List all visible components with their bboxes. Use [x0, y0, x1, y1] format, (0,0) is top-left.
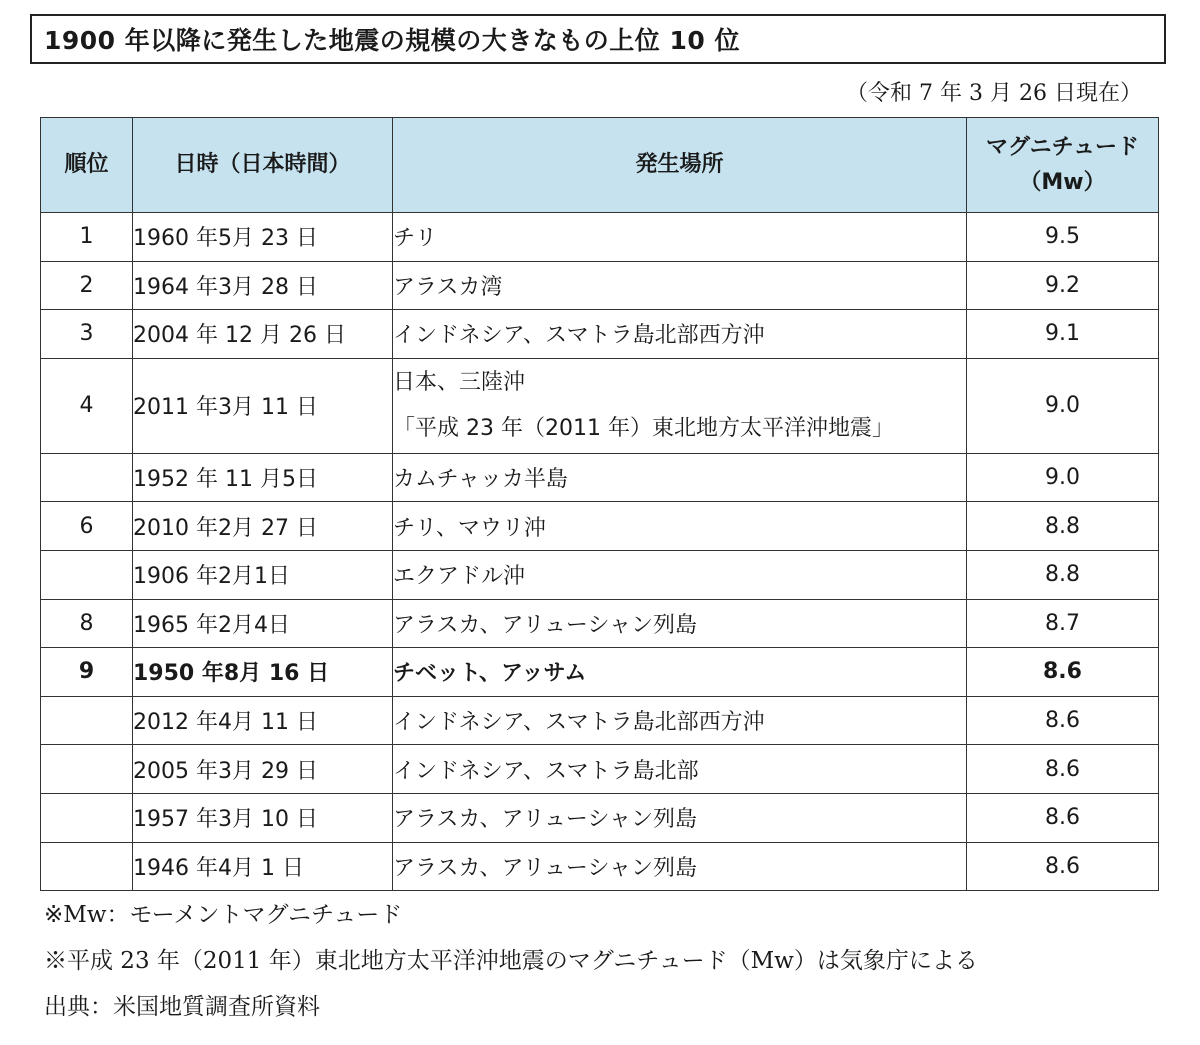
place-cell: エクアドル沖 — [393, 550, 967, 599]
rank-cell: 4 — [41, 358, 133, 453]
rank-cell — [41, 550, 133, 599]
table-row — [41, 261, 1159, 310]
magnitude-cell: 8.6 — [967, 696, 1159, 745]
date-cell: 2012 年4月 11 日 — [133, 696, 393, 745]
magnitude-cell: 9.0 — [967, 453, 1159, 502]
date-cell: 2010 年2月 27 日 — [133, 502, 393, 551]
date-cell: 1964 年3月 28 日 — [133, 261, 393, 310]
date-cell: 1946 年4月 1 日 — [133, 842, 393, 891]
place-cell — [393, 358, 967, 453]
place-cell: カムチャッカ半島 — [393, 453, 967, 502]
table-row — [41, 745, 1159, 794]
magnitude-cell: 9.2 — [967, 261, 1159, 310]
rank-cell: 2 — [41, 261, 133, 310]
rank-cell — [41, 453, 133, 502]
earthquake-ranking-table — [40, 117, 1159, 891]
earthquake-official-name: 「平成 23 年（2011 年）東北地方太平洋沖地震」 — [393, 415, 894, 441]
place-line: 日本、三陸沖 — [393, 369, 526, 395]
rank-cell: 9 — [41, 648, 133, 697]
magnitude-cell: 8.6 — [967, 842, 1159, 891]
rank-cell — [41, 696, 133, 745]
date-cell: 1950 年8月 16 日 — [133, 648, 393, 697]
magnitude-cell: 8.8 — [967, 550, 1159, 599]
table-row — [41, 793, 1159, 842]
table-row — [41, 550, 1159, 599]
table-row — [41, 842, 1159, 891]
table-row — [41, 310, 1159, 359]
table-header-row — [41, 118, 1159, 213]
date-cell: 2004 年 12 月 26 日 — [133, 310, 393, 359]
header-place: 発生場所 — [393, 118, 967, 213]
date-cell: 2005 年3月 29 日 — [133, 745, 393, 794]
header-magnitude-unit: （Mw） — [1019, 170, 1106, 195]
rank-cell — [41, 793, 133, 842]
table-row — [41, 696, 1159, 745]
place-cell: アラスカ、アリューシャン列島 — [393, 793, 967, 842]
place-cell: チリ、マウリ沖 — [393, 502, 967, 551]
document-title: 1900 年以降に発生した地震の規模の大きなもの上位 10 位 — [30, 14, 1166, 64]
rank-cell — [41, 842, 133, 891]
magnitude-cell: 8.7 — [967, 599, 1159, 648]
rank-cell — [41, 745, 133, 794]
table-row — [41, 358, 1159, 453]
rank-cell: 1 — [41, 213, 133, 262]
rank-cell: 6 — [41, 502, 133, 551]
magnitude-cell: 8.6 — [967, 745, 1159, 794]
table-row — [41, 213, 1159, 262]
table-row — [41, 453, 1159, 502]
source-note: 出典：米国地質調査所資料 — [44, 994, 320, 1020]
table-row — [41, 502, 1159, 551]
place-cell: チベット、アッサム — [393, 648, 967, 697]
magnitude-cell: 9.0 — [967, 358, 1159, 453]
rank-cell: 8 — [41, 599, 133, 648]
rank-cell: 3 — [41, 310, 133, 359]
footnote-moment-magnitude: ※Mw：モーメントマグニチュード — [44, 902, 403, 928]
place-cell: アラスカ湾 — [393, 261, 967, 310]
date-cell: 1906 年2月1日 — [133, 550, 393, 599]
date-cell: 1965 年2月4日 — [133, 599, 393, 648]
header-magnitude — [967, 118, 1159, 213]
place-cell: インドネシア、スマトラ島北部 — [393, 745, 967, 794]
magnitude-cell: 9.5 — [967, 213, 1159, 262]
table-row — [41, 599, 1159, 648]
place-cell: アラスカ、アリューシャン列島 — [393, 842, 967, 891]
magnitude-cell: 8.8 — [967, 502, 1159, 551]
header-datetime: 日時（日本時間） — [133, 118, 393, 213]
header-magnitude-label: マグニチュード — [986, 134, 1139, 160]
place-cell: インドネシア、スマトラ島北部西方沖 — [393, 310, 967, 359]
date-cell: 2011 年3月 11 日 — [133, 358, 393, 453]
header-rank: 順位 — [41, 118, 133, 213]
footnote-jma: ※平成 23 年（2011 年）東北地方太平洋沖地震のマグニチュード（Mw）は気象庁による — [44, 948, 978, 974]
magnitude-cell: 8.6 — [967, 648, 1159, 697]
magnitude-cell: 9.1 — [967, 310, 1159, 359]
magnitude-cell: 8.6 — [967, 793, 1159, 842]
date-cell: 1957 年3月 10 日 — [133, 793, 393, 842]
place-cell: インドネシア、スマトラ島北部西方沖 — [393, 696, 967, 745]
place-cell: チリ — [393, 213, 967, 262]
place-cell: アラスカ、アリューシャン列島 — [393, 599, 967, 648]
date-cell: 1952 年 11 月5日 — [133, 453, 393, 502]
table-row — [41, 648, 1159, 697]
date-cell: 1960 年5月 23 日 — [133, 213, 393, 262]
as-of-date: （令和 7 年 3 月 26 日現在） — [846, 81, 1142, 106]
